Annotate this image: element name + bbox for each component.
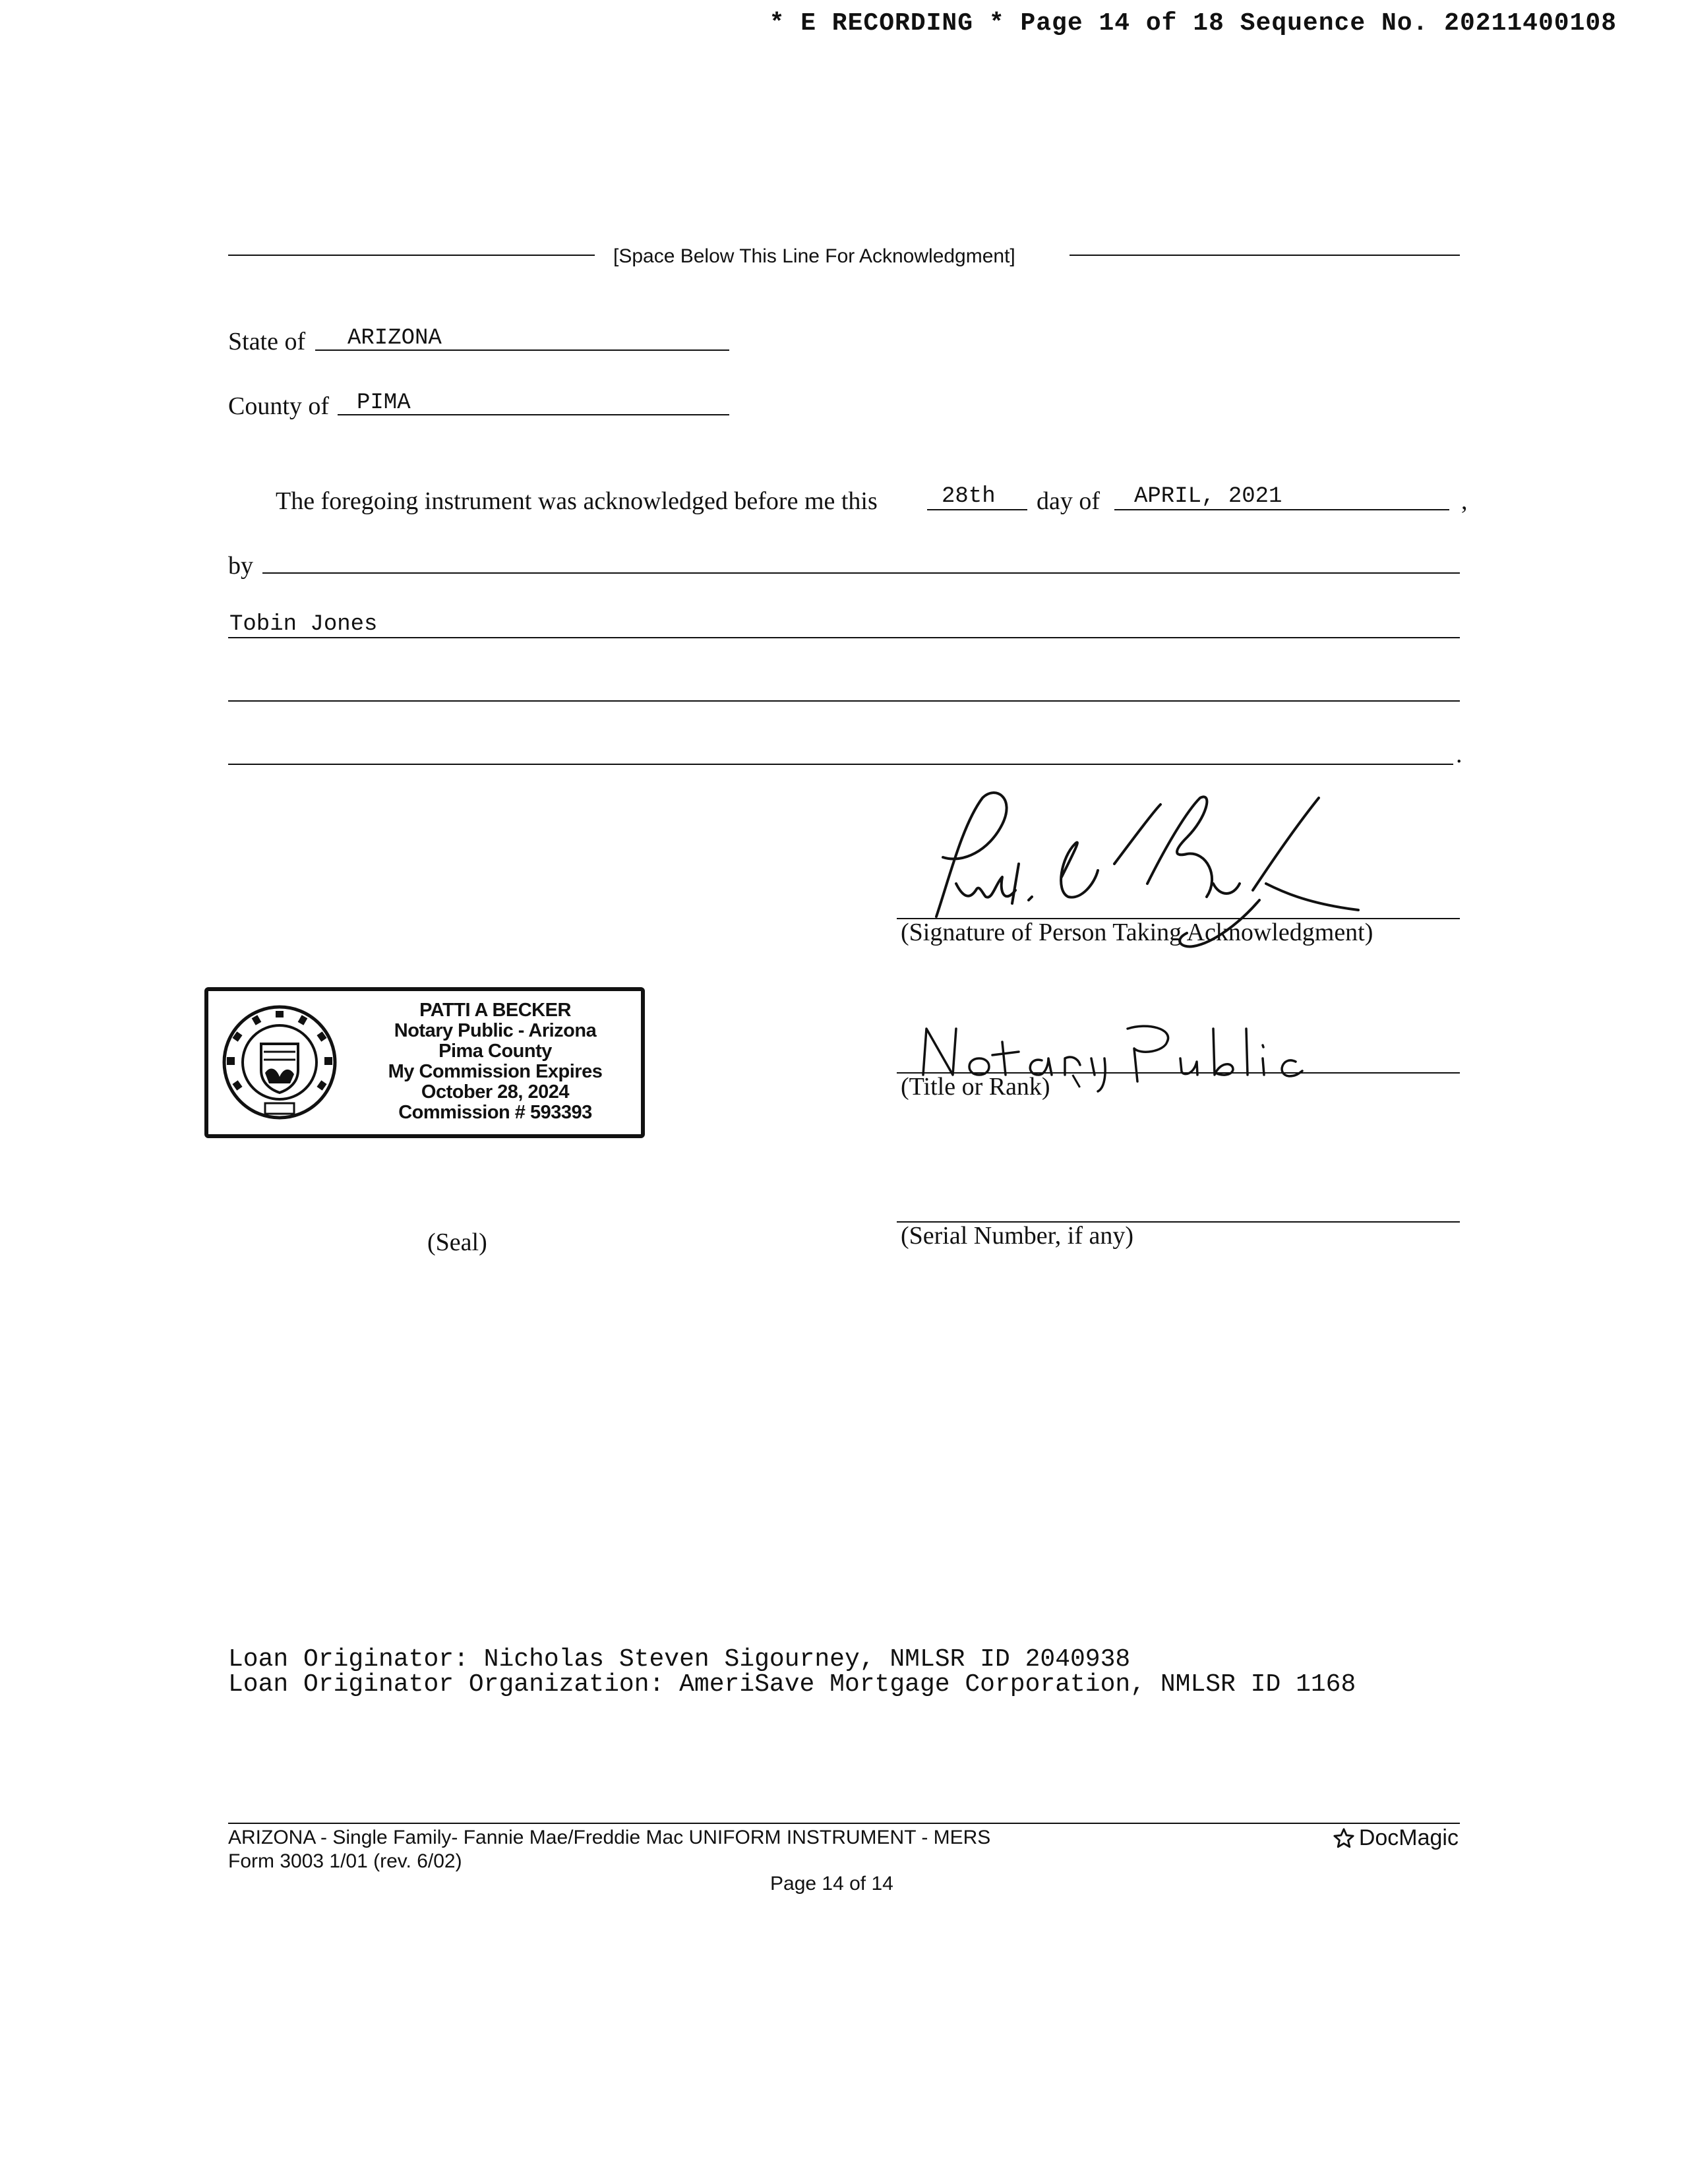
signature-caption: (Signature of Person Taking Acknowledgment) [901, 919, 1373, 946]
ack-divider-left [228, 255, 595, 256]
trailing-comma: , [1461, 487, 1468, 515]
footer-page-number: Page 14 of 14 [770, 1873, 893, 1895]
by-line-1 [262, 572, 1460, 574]
recording-header: * E RECORDING * Page 14 of 18 Sequence No. 20211400108 [769, 9, 1617, 38]
notary-commission-label: My Commission Expires [388, 1061, 603, 1082]
loan-originator: Loan Originator: Nicholas Steven Sigourney, NMLSR ID 2040938 [228, 1645, 1131, 1674]
by-line-4 [228, 764, 1453, 765]
state-label: State of [228, 328, 306, 355]
notary-seal-stamp [204, 987, 645, 1138]
month-year-value: APRIL, 2021 [1134, 484, 1282, 509]
final-period: . [1456, 741, 1462, 768]
title-caption: (Title or Rank) [901, 1073, 1050, 1101]
ack-caption: [Space Below This Line For Acknowledgment] [613, 245, 1015, 267]
by-line-3 [228, 700, 1460, 702]
serial-caption: (Serial Number, if any) [901, 1222, 1134, 1250]
ack-divider-right [1070, 255, 1460, 256]
notary-commission-number: Commission # 593393 [398, 1102, 592, 1123]
by-label: by [228, 552, 253, 580]
notary-county: Pima County [438, 1041, 552, 1062]
state-underline [315, 349, 729, 351]
footer-brand-name: DocMagic [1358, 1825, 1459, 1850]
seal-caption: (Seal) [427, 1228, 487, 1256]
county-underline [338, 414, 729, 415]
month-year-underline [1114, 509, 1449, 510]
day-of-label: day of [1037, 487, 1100, 515]
county-value: PIMA [357, 390, 411, 415]
notary-title: Notary Public - Arizona [394, 1020, 597, 1041]
person-name: Tobin Jones [229, 612, 378, 637]
state-seal-icon [222, 1004, 338, 1120]
by-line-2 [228, 637, 1460, 638]
notary-commission-date: October 28, 2024 [421, 1081, 570, 1103]
loan-originator-block [228, 1647, 1356, 1697]
star-outline-icon [1333, 1827, 1355, 1850]
footer-rule [228, 1823, 1460, 1824]
state-value: ARIZONA [347, 326, 442, 351]
handwritten-signature [897, 785, 1477, 983]
footer-form-number: Form 3003 1/01 (rev. 6/02) [228, 1850, 462, 1872]
notary-name: PATTI A BECKER [419, 1000, 571, 1021]
footer-brand [1333, 1825, 1459, 1851]
loan-originator-organization: Loan Originator Organization: AmeriSave Mortgage Corporation, NMLSR ID 1168 [228, 1670, 1356, 1699]
county-label: County of [228, 392, 330, 420]
day-value: 28th [942, 484, 996, 509]
day-underline [927, 509, 1027, 510]
footer-form-line: ARIZONA - Single Family- Fannie Mae/Freddie Mac UNIFORM INSTRUMENT - MERS [228, 1827, 991, 1848]
acknowledgment-sentence: The foregoing instrument was acknowledged before me this [276, 487, 878, 515]
